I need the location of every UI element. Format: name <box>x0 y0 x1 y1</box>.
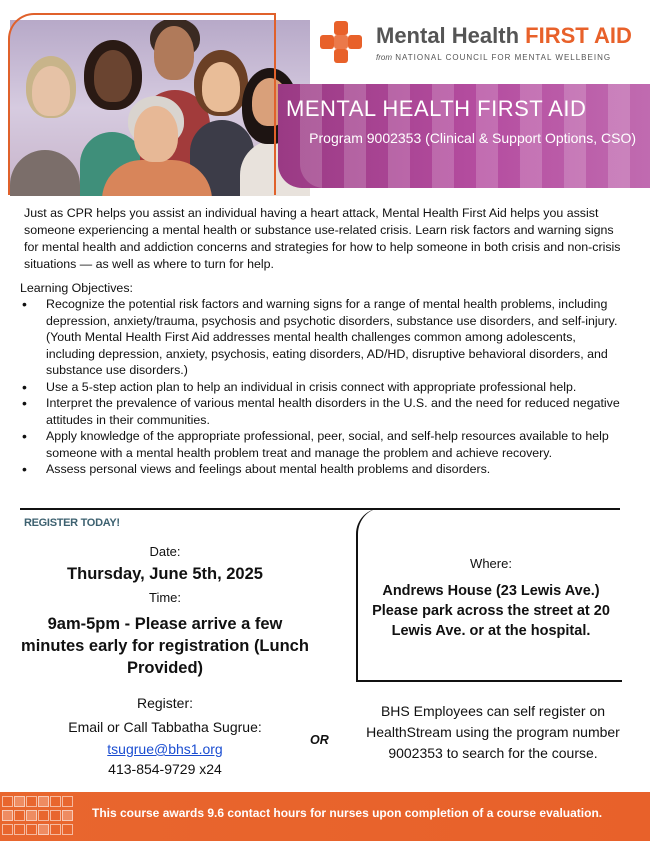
phone-number: 413-854-9729 x24 <box>108 761 222 777</box>
time-label: Time: <box>148 590 182 605</box>
mhfa-logo <box>320 17 640 69</box>
date-label: Date: <box>149 544 181 559</box>
list-item: • Interpret the prevalence of various mental health disorders in the U.S. and the need for reduced negative attitudes in their communities. <box>20 395 628 428</box>
logo-first-aid: FIRST AID <box>525 23 632 48</box>
list-item: • Apply knowledge of the appropriate professional, peer, social, and self-help resources available to help someone with a mental health problem treat and manage the problem and achieve recovery. <box>20 428 628 461</box>
objectives-heading: Learning Objectives: <box>20 281 133 295</box>
list-item: • Recognize the potential risk factors and warning signs for a range of mental health problems, including depression, anxiety/trauma, psychosis and psychotic disorders, substance use disorders, and self-injury. (Youth Mental Health First Aid addresses mental health challenges common among adolescents, including depression, anxiety, psychosis, eating disorders, AD/HD, disruptive behavioral disorders, and substance use disorders.) <box>20 296 628 379</box>
logo-tagline: from NATIONAL COUNCIL FOR MENTAL WELLBEING <box>376 53 612 62</box>
intro-paragraph: Just as CPR helps you assist an individual having a heart attack, Mental Health First Aid helps you assist someone experiencing a mental health or substance use-related crisis. Learn risk factors and warning signs for mental health and addiction concerns and strategies for how to help someone in both crisis and non-crisis situations — as well as where to turn for help. <box>24 206 621 271</box>
event-details <box>20 540 310 777</box>
footer-pattern <box>0 792 90 841</box>
register-heading: REGISTER TODAY! <box>24 517 120 529</box>
or-separator: OR <box>310 733 329 747</box>
bhs-employee-note: BHS Employees can self register on HealthStream using the program number 9002353 to search for the course. <box>366 703 620 761</box>
date-value: Thursday, June 5th, 2025 <box>67 565 263 583</box>
banner-subtitle: Program 9002353 (Clinical & Support Options, CSO) <box>309 130 636 146</box>
where-value: Andrews House (23 Lewis Ave.) Please park across the street at 20 Lewis Ave. or at the hospital. <box>372 583 610 639</box>
cross-logo-icon <box>320 21 364 65</box>
footer-text: This course awards 9.6 contact hours for nurses upon completion of a course evaluation. <box>92 806 603 820</box>
photo-frame <box>8 13 276 195</box>
logo-wordmark: Mental Health FIRST AID <box>376 23 632 48</box>
objectives-list <box>20 296 628 478</box>
time-value: 9am-5pm - Please arrive a few minutes early for registration (Lunch Provided) <box>21 615 309 677</box>
banner-title: MENTAL HEALTH FIRST AID <box>286 96 587 121</box>
location-details <box>366 556 616 641</box>
list-item: • Use a 5-step action plan to help an individual in crisis connect with appropriate professional help. <box>20 379 628 396</box>
contact-line: Email or Call Tabbatha Sugrue: <box>68 719 262 735</box>
email-link[interactable]: tsugrue@bhs1.org <box>107 741 223 757</box>
list-item: • Assess personal views and feelings about mental health problems and disorders. <box>20 461 628 478</box>
where-label: Where: <box>470 556 512 571</box>
hero-section <box>0 0 650 198</box>
register-label: Register: <box>136 695 194 711</box>
